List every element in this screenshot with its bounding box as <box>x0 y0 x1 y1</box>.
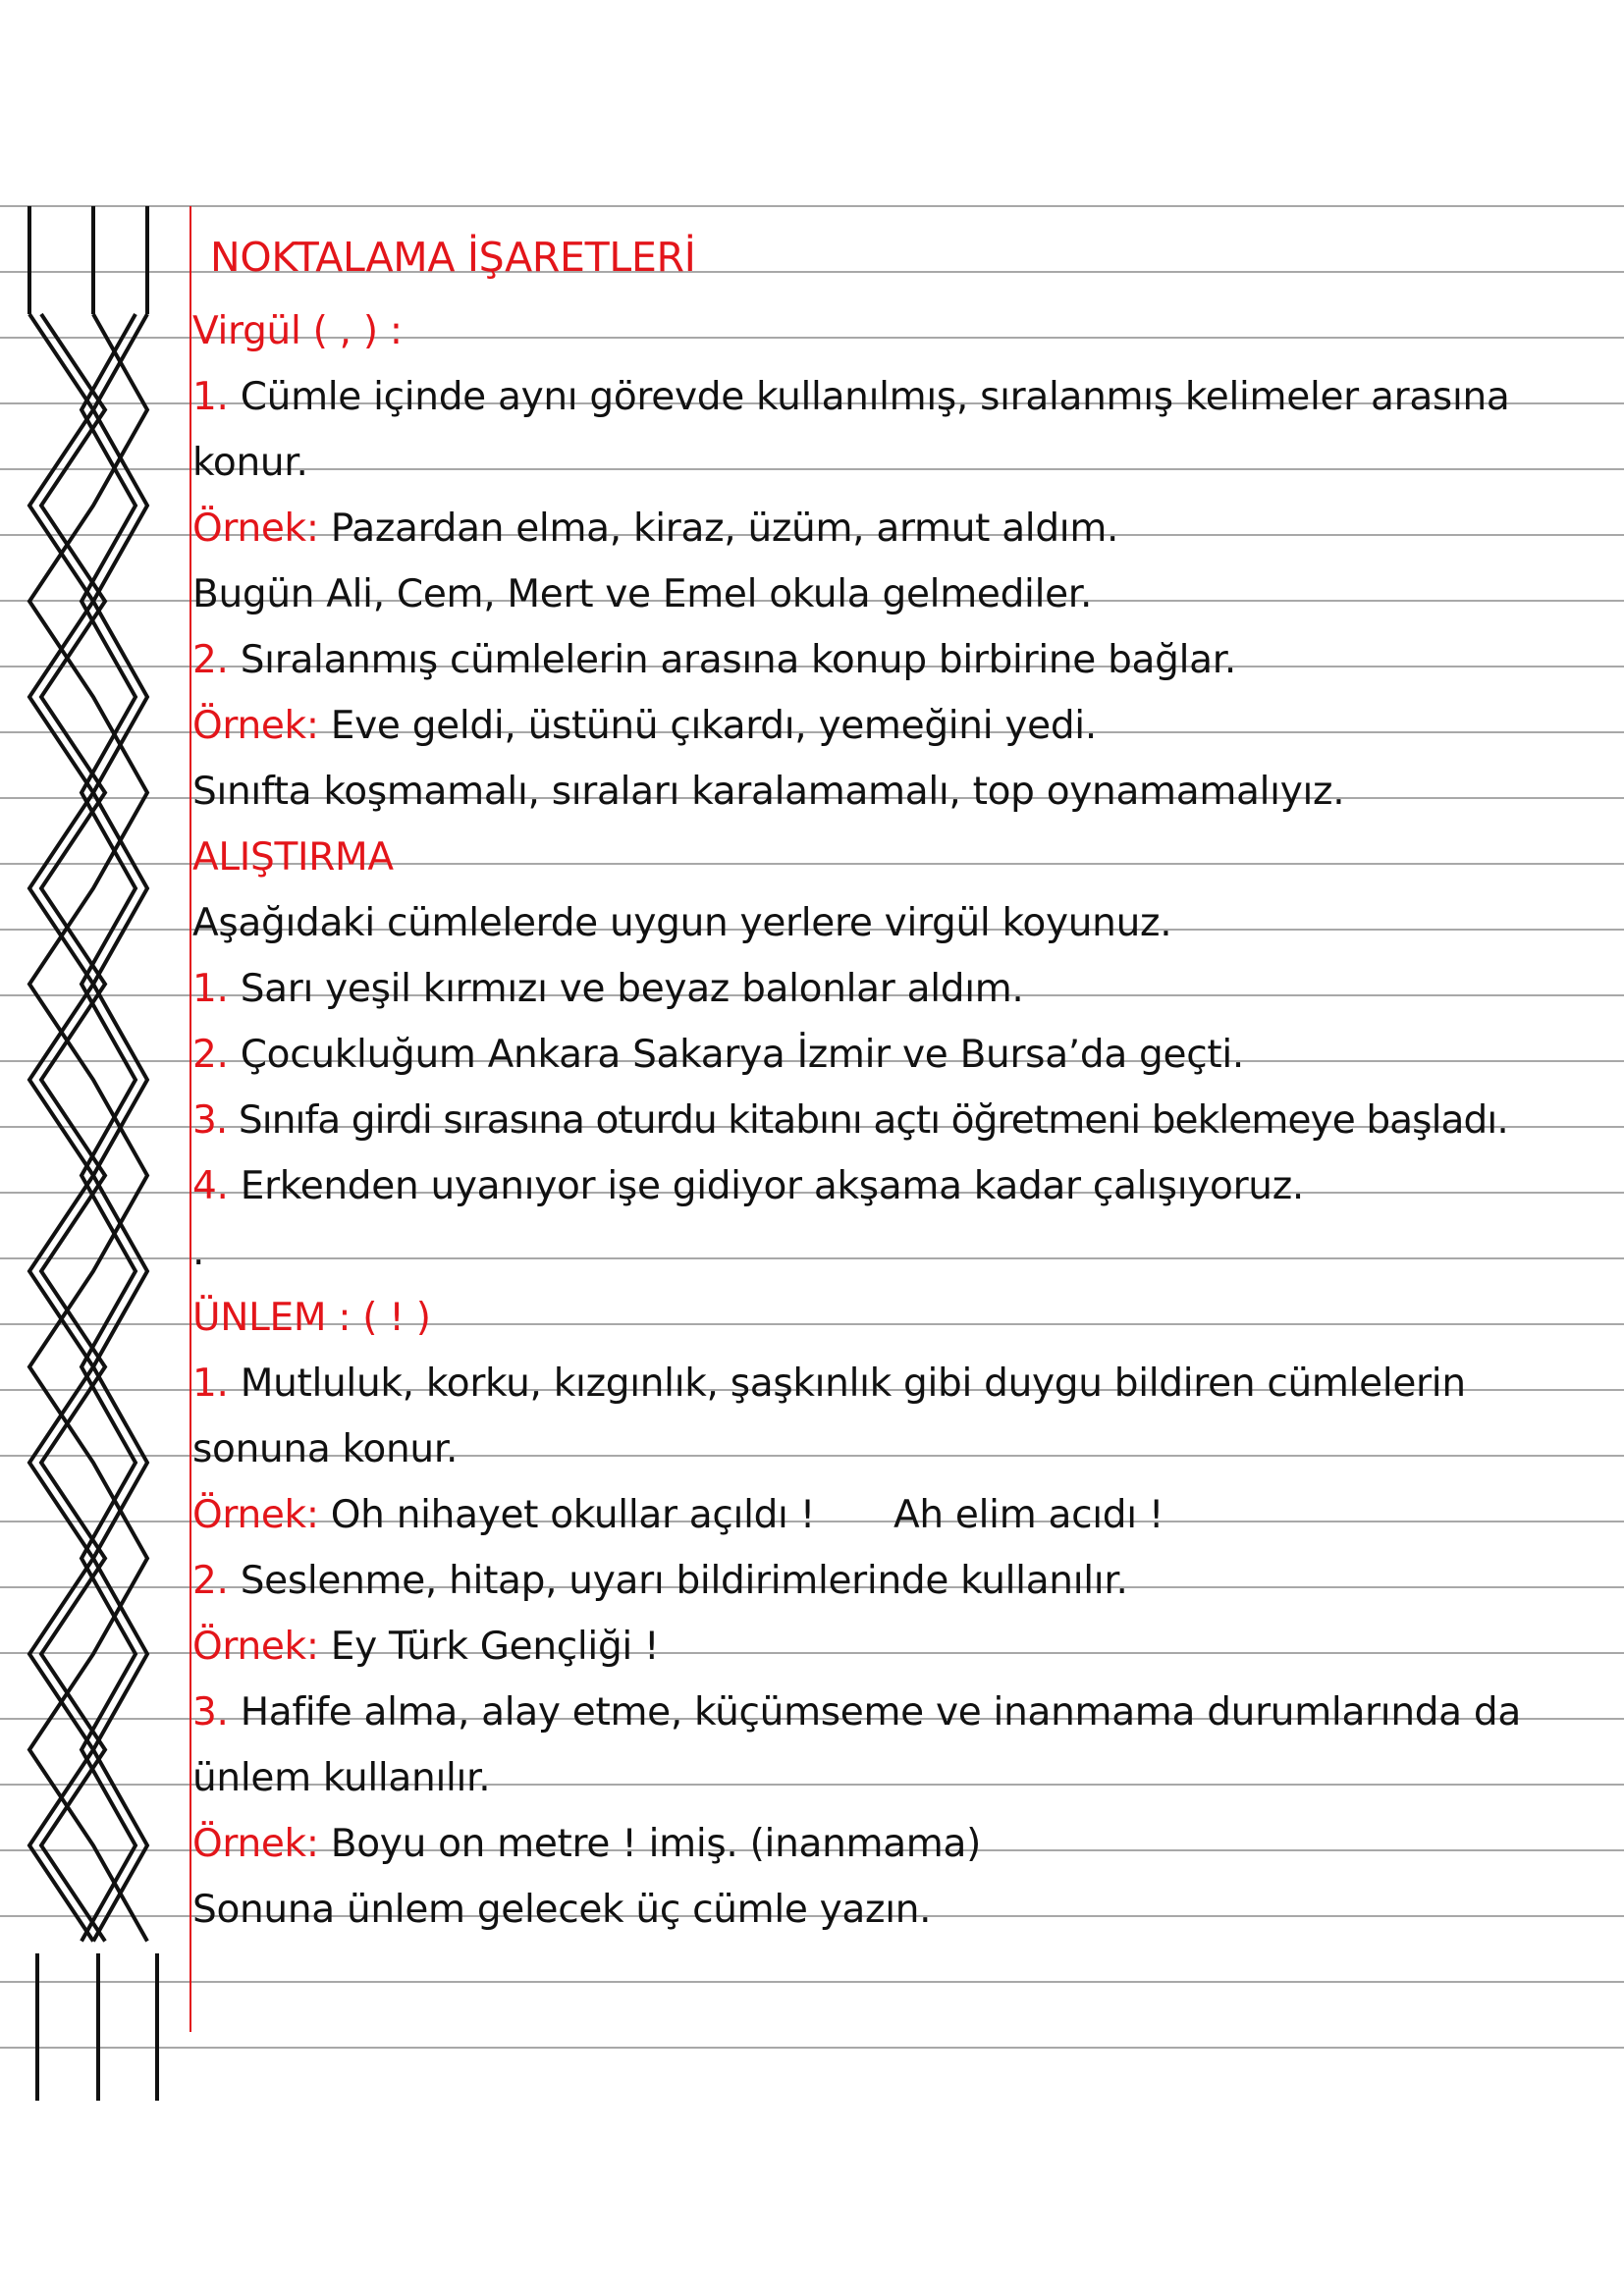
virgul-example-2b <box>192 763 1604 822</box>
unlem-heading-text: ÜNLEM : ( ! ) <box>192 1296 431 1340</box>
item-number: 1. <box>192 967 229 1011</box>
dot-text: . <box>192 1230 205 1274</box>
rule-text: Cümle içinde aynı görevde kullanılmış, sıralanmış kelimeler arasına <box>228 375 1510 419</box>
item-number: 4. <box>192 1164 229 1208</box>
rule-text: Seslenme, hitap, uyarı bildirimlerinde kullanılır. <box>228 1559 1128 1603</box>
virgul-rule-1-cont <box>192 434 1604 493</box>
unlem-example-2 <box>192 1618 1604 1677</box>
stray-dot <box>192 1223 1604 1282</box>
example-text: Sınıfta koşmamalı, sıraları karalamamalı, top oynamamalıyız. <box>192 770 1345 814</box>
rule-text: sonuna konur. <box>192 1427 459 1471</box>
example-label: Örnek: <box>192 1493 319 1537</box>
rule-number: 1. <box>192 375 229 419</box>
item-text: Sınıfa girdi sırasına oturdu kitabını açtı öğretmeni beklemeye başladı. <box>227 1098 1508 1143</box>
task-text: Sonuna ünlem gelecek üç cümle yazın. <box>192 1888 932 1932</box>
section-heading-virgul <box>192 302 1604 361</box>
rule-text: Hafife alma, alay etme, küçümseme ve inanmama durumlarında da <box>228 1690 1521 1735</box>
unlem-rule-1-cont <box>192 1420 1604 1479</box>
exercise-item-2 <box>192 1026 1604 1085</box>
example-text: Ah elim acıdı ! <box>893 1493 1164 1537</box>
rule-number: 2. <box>192 638 229 682</box>
item-number: 2. <box>192 1033 229 1077</box>
example-label: Örnek: <box>192 704 319 748</box>
item-number: 3. <box>192 1098 228 1143</box>
virgul-heading-text: Virgül ( , ) : <box>192 309 403 353</box>
unlem-rule-3 <box>192 1683 1604 1742</box>
rule-number: 3. <box>192 1690 229 1735</box>
virgul-example-2 <box>192 697 1604 756</box>
alistirma-heading-text: ALIŞTIRMA <box>192 835 394 880</box>
example-text: Oh nihayet okullar açıldı ! <box>318 1493 816 1537</box>
example-text: Eve geldi, üstünü çıkardı, yemeğini yedi. <box>318 704 1097 748</box>
exercise-item-4 <box>192 1157 1604 1216</box>
rule-text: Mutluluk, korku, kızgınlık, şaşkınlık gibi duygu bildiren cümlelerin <box>228 1362 1466 1406</box>
item-text: Çocukluğum Ankara Sakarya İzmir ve Bursa’da geçti. <box>228 1033 1244 1077</box>
example-text: Bugün Ali, Cem, Mert ve Emel okula gelmediler. <box>192 572 1093 616</box>
example-text: Boyu on metre ! imiş. (inanmama) <box>318 1822 982 1866</box>
virgul-rule-1 <box>192 368 1604 427</box>
instruction-text: Aşağıdaki cümlelerde uygun yerlere virgül koyunuz. <box>192 901 1172 945</box>
virgul-example-1b <box>192 565 1604 624</box>
example-text: Ey Türk Gençliği ! <box>318 1625 660 1669</box>
unlem-rule-3-cont <box>192 1749 1604 1808</box>
example-label: Örnek: <box>192 1822 319 1866</box>
rule-text: Sıralanmış cümlelerin arasına konup birbirine bağlar. <box>228 638 1236 682</box>
example-label: Örnek: <box>192 507 319 551</box>
unlem-rule-2 <box>192 1552 1604 1611</box>
item-text: Sarı yeşil kırmızı ve beyaz balonlar aldım. <box>228 967 1024 1011</box>
rule-text: ünlem kullanılır. <box>192 1756 491 1800</box>
rule-number: 2. <box>192 1559 229 1603</box>
exercise-item-1 <box>192 960 1604 1019</box>
alistirma-instruction <box>192 894 1604 953</box>
section-heading-alistirma <box>192 828 1604 887</box>
item-text: Erkenden uyanıyor işe gidiyor akşama kadar çalışıyoruz. <box>228 1164 1304 1208</box>
unlem-example-3 <box>192 1815 1604 1874</box>
rule-text: konur. <box>192 441 308 485</box>
unlem-task <box>192 1881 1604 1940</box>
virgul-rule-2 <box>192 631 1604 690</box>
example-text: Pazardan elma, kiraz, üzüm, armut aldım. <box>318 507 1119 551</box>
unlem-example-1 <box>192 1486 1604 1545</box>
example-label: Örnek: <box>192 1625 319 1669</box>
section-heading-unlem <box>192 1289 1604 1348</box>
virgul-example-1 <box>192 500 1604 559</box>
rule-number: 1. <box>192 1362 229 1406</box>
page-title: NOKTALAMA İŞARETLERİ <box>210 234 696 281</box>
unlem-rule-1 <box>192 1355 1604 1414</box>
exercise-item-3 <box>192 1092 1604 1150</box>
